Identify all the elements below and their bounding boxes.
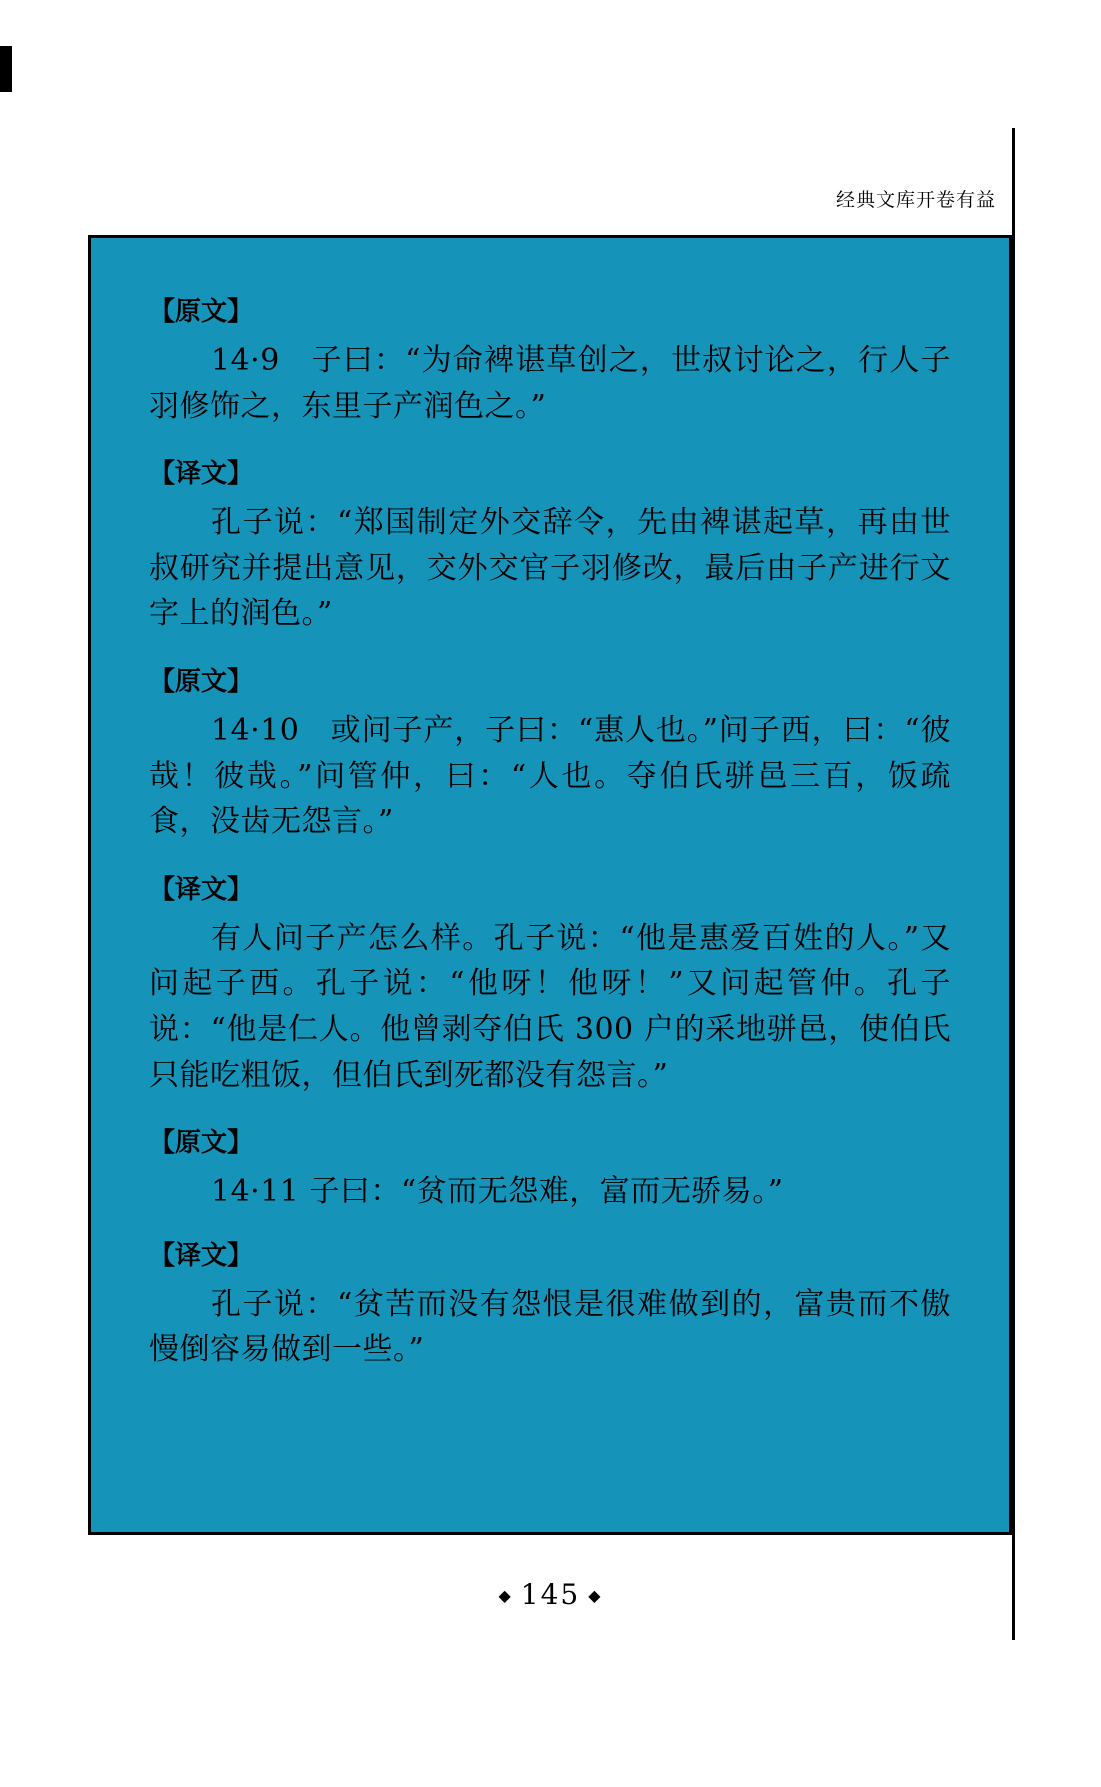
section-text-0: 14·9 子曰：“为命裨谌草创之，世叔讨论之，行人子羽修饰之，东里子产润色之。” bbox=[149, 343, 951, 424]
section-label-0: 【原文】 bbox=[149, 297, 254, 327]
page-footer bbox=[0, 1578, 1101, 1611]
section-text-2: 14·10 或问子产，子曰：“惠人也。”问子西，曰：“彼哉！彼哉。”问管仲，曰：“人也。夺伯氏骈邑三百，饭疏食，没齿无怨言。” bbox=[149, 712, 951, 840]
section-label-2: 【原文】 bbox=[149, 666, 254, 697]
footer-ornament-right: ◆ bbox=[588, 1586, 603, 1605]
footer-ornament-left: ◆ bbox=[498, 1586, 513, 1605]
page-number: 145 bbox=[520, 1578, 581, 1611]
section-text-5: 孔子说：“贫苦而没有怨恨是很难做到的，富贵而不傲慢倒容易做到一些。” bbox=[149, 1286, 951, 1368]
content-inner bbox=[91, 238, 1009, 1419]
section-text-1: 孔子说：“郑国制定外交辞令，先由裨谌起草，再由世叔研究并提出意见，交外交官子羽修改，最后由子产进行文字上的润色。” bbox=[149, 505, 951, 632]
registration-mark bbox=[0, 46, 12, 92]
section-label-5: 【译文】 bbox=[149, 1240, 254, 1271]
section-label-1: 【译文】 bbox=[149, 459, 254, 490]
running-head: 经典文库开卷有益 bbox=[835, 189, 996, 211]
header-vertical-rule bbox=[1012, 128, 1015, 1640]
section-label-4: 【原文】 bbox=[149, 1128, 254, 1159]
section-text-3: 有人问子产怎么样。孔子说：“他是惠爱百姓的人。”又问起子西。孔子说：“他呀！他呀！”又问起管仲。孔子说：“他是仁人。他曾剥夺伯氏 300 户的采地骈邑，使伯氏只能吃粗饭，但伯氏到死都没有怨言。” bbox=[149, 920, 951, 1093]
content-panel bbox=[88, 235, 1012, 1535]
section-text-4: 14·11 子曰：“贫而无怨难，富而无骄易。” bbox=[211, 1174, 784, 1210]
section-label-3: 【译文】 bbox=[149, 874, 254, 905]
